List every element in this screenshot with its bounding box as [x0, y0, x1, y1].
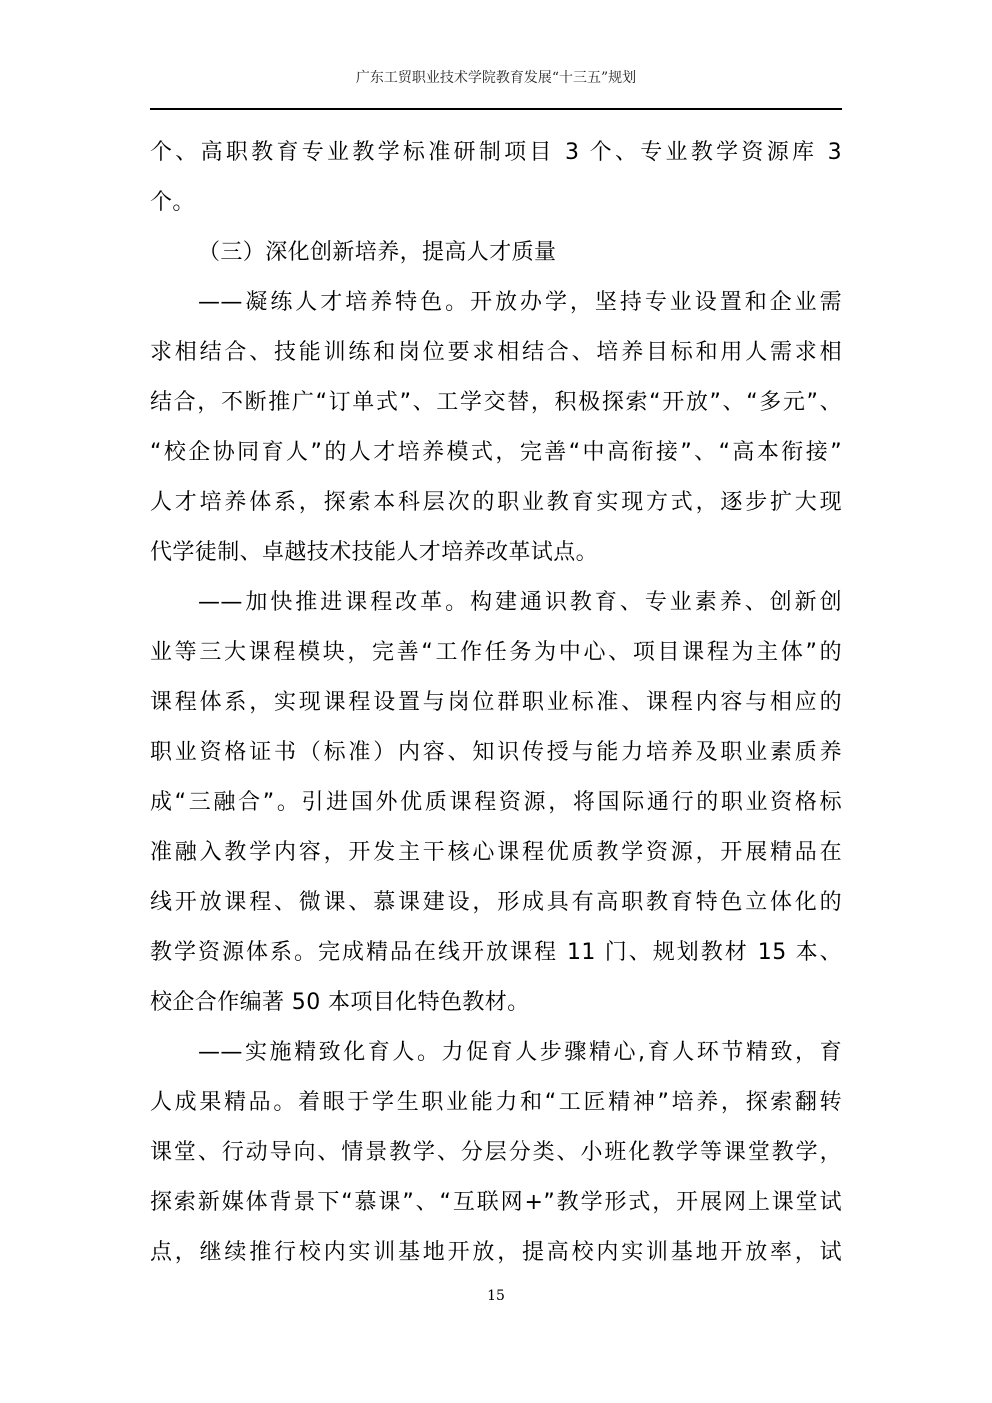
body-line: 课堂、行动导向、情景教学、分层分类、小班化教学等课堂教学，	[150, 1140, 842, 1165]
body-line: 校企合作编著 50 本项目化特色教材。	[150, 990, 530, 1015]
body-line: ——实施精致化育人。力促育人步骤精心,育人环节精致，育	[198, 1040, 842, 1065]
body-line: 求相结合、技能训练和岗位要求相结合、培养目标和用人需求相	[150, 340, 842, 365]
body-line: 点，继续推行校内实训基地开放，提高校内实训基地开放率，试	[150, 1240, 842, 1265]
body-line: 代学徒制、卓越技术技能人才培养改革试点。	[150, 540, 599, 565]
body-line: 人成果精品。着眼于学生职业能力和“工匠精神”培养，探索翻转	[150, 1090, 842, 1115]
body-line: 准融入教学内容，开发主干核心课程优质教学资源，开展精品在	[150, 840, 842, 865]
body-line: “校企协同育人”的人才培养模式，完善“中高衔接”、“高本衔接”	[150, 440, 842, 465]
body-line: 教学资源体系。完成精品在线开放课程 11 门、规划教材 15 本、	[150, 940, 842, 965]
page-header-title: 广东工贸职业技术学院教育发展“十三五”规划	[355, 70, 637, 86]
body-line: 个。	[150, 190, 195, 215]
body-line: 课程体系，实现课程设置与岗位群职业标准、课程内容与相应的	[150, 690, 842, 715]
body-line: ——凝练人才培养特色。开放办学，坚持专业设置和企业需	[198, 290, 842, 315]
body-line: 结合，不断推广“订单式”、工学交替，积极探索“开放”、“多元”、	[150, 390, 842, 415]
body-line: 个、高职教育专业教学标准研制项目 3 个、专业教学资源库 3	[150, 140, 842, 165]
body-line: 业等三大课程模块，完善“工作任务为中心、项目课程为主体”的	[150, 640, 842, 665]
document-body	[150, 128, 842, 1278]
body-line: ——加快推进课程改革。构建通识教育、专业素养、创新创	[198, 590, 842, 615]
body-line: 人才培养体系，探索本科层次的职业教育实现方式，逐步扩大现	[150, 490, 842, 515]
body-line: 线开放课程、微课、慕课建设，形成具有高职教育特色立体化的	[150, 890, 842, 915]
page-number: 15	[487, 1288, 505, 1304]
body-line: 职业资格证书（标准）内容、知识传授与能力培养及职业素质养	[150, 740, 842, 765]
body-line: 成“三融合”。引进国外优质课程资源，将国际通行的职业资格标	[150, 790, 842, 815]
body-line: 探索新媒体背景下“慕课”、“互联网+”教学形式，开展网上课堂试	[150, 1190, 842, 1215]
section-heading: （三）深化创新培养，提高人才质量	[198, 240, 557, 265]
header-divider	[150, 108, 842, 110]
